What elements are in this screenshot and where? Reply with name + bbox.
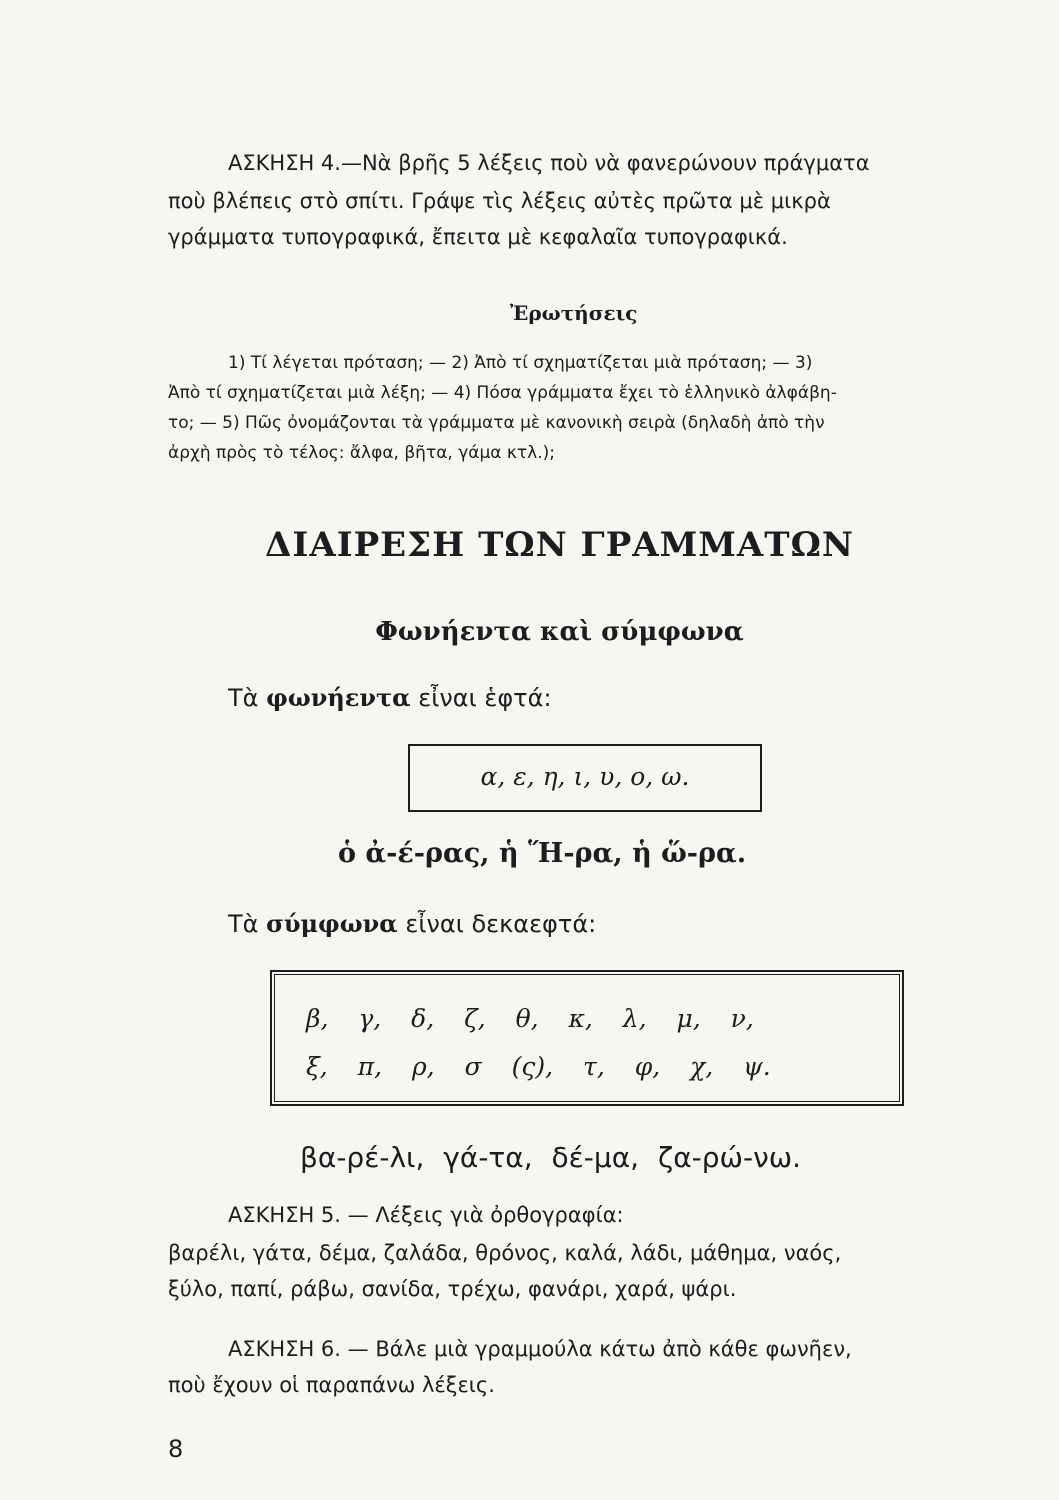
exercise-5-line-1: ΑΣΚΗΣΗ 5. — Λέξεις γιὰ ὀρθογραφία: bbox=[228, 1203, 624, 1227]
vowels-intro-term: φωνήεντα bbox=[266, 683, 411, 712]
consonants-intro-prefix: Τὰ bbox=[228, 910, 259, 938]
page-number: 8 bbox=[168, 1435, 184, 1463]
questions-heading: Ἐρωτήσεις bbox=[510, 301, 638, 325]
exercise-4-line-2: ποὺ βλέπεις στὸ σπίτι. Γράψε τὶς λέξεις αὐτὲς πρῶτα μὲ μικρὰ bbox=[168, 189, 831, 213]
consonants-letters-row-1: β, γ, δ, ζ, θ, κ, λ, μ, ν, bbox=[306, 1004, 754, 1033]
consonants-intro bbox=[228, 906, 596, 942]
section-subtitle: Φωνήεντα καὶ σύμφωνα bbox=[375, 617, 744, 647]
section-title: ΔΙΑΙΡΕΣΗ ΤΩΝ ΓΡΑΜΜΑΤΩΝ bbox=[265, 525, 854, 565]
exercise-4-line-3: γράμματα τυπογραφικά, ἔπειτα μὲ κεφαλαῖα τυπογραφικά. bbox=[168, 225, 788, 249]
vowels-intro-prefix: Τὰ bbox=[228, 684, 259, 712]
consonants-intro-term: σύμφωνα bbox=[266, 909, 398, 938]
exercise-6-line-1: ΑΣΚΗΣΗ 6. — Βάλε μιὰ γραμμούλα κάτω ἀπὸ κάθε φωνῆεν, bbox=[228, 1337, 852, 1361]
exercise-6-line-2: ποὺ ἔχουν οἱ παραπάνω λέξεις. bbox=[168, 1373, 495, 1397]
vowels-intro-suffix: εἶναι ἑφτά: bbox=[418, 684, 552, 712]
consonants-intro-suffix: εἶναι δεκαεφτά: bbox=[405, 910, 597, 938]
vowels-example: ὁ ἀ-έ-ρας, ἡ Ἥ-ρα, ἡ ὥ-ρα. bbox=[338, 838, 747, 869]
exercise-4-line-1: ΑΣΚΗΣΗ 4.—Νὰ βρῆς 5 λέξεις ποὺ νὰ φανερώνουν πράγματα bbox=[228, 151, 870, 175]
consonants-example: βα-ρέ-λι, γά-τα, δέ-μα, ζα-ρώ-νω. bbox=[300, 1141, 802, 1174]
exercise-5-line-3: ξύλο, παπί, ράβω, σανίδα, τρέχω, φανάρι, χαρά, ψάρι. bbox=[168, 1277, 737, 1301]
questions-line-3: το; — 5) Πῶς ὀνομάζονται τὰ γράμματα μὲ κανονικὴ σειρὰ (δηλαδὴ ἀπὸ τὴν bbox=[168, 413, 825, 433]
questions-line-1: 1) Τί λέγεται πρόταση; — 2) Ἀπὸ τί σχηματίζεται μιὰ πρόταση; — 3) bbox=[228, 353, 813, 373]
questions-line-4: ἀρχὴ πρὸς τὸ τέλος: ἄλφα, βῆτα, γάμα κτλ.); bbox=[168, 443, 555, 463]
consonants-letters-row-2: ξ, π, ρ, σ (ς), τ, φ, χ, ψ. bbox=[306, 1052, 771, 1081]
exercise-5-line-2: βαρέλι, γάτα, δέμα, ζαλάδα, θρόνος, καλά, λάδι, μάθημα, ναός, bbox=[168, 1241, 842, 1265]
questions-line-2: Ἀπὸ τί σχηματίζεται μιὰ λέξη; — 4) Πόσα γράμματα ἔχει τὸ ἑλληνικὸ ἀλφάβη- bbox=[168, 383, 837, 403]
vowels-intro bbox=[228, 680, 552, 716]
vowels-letters: α, ε, η, ι, υ, ο, ω. bbox=[480, 762, 690, 791]
